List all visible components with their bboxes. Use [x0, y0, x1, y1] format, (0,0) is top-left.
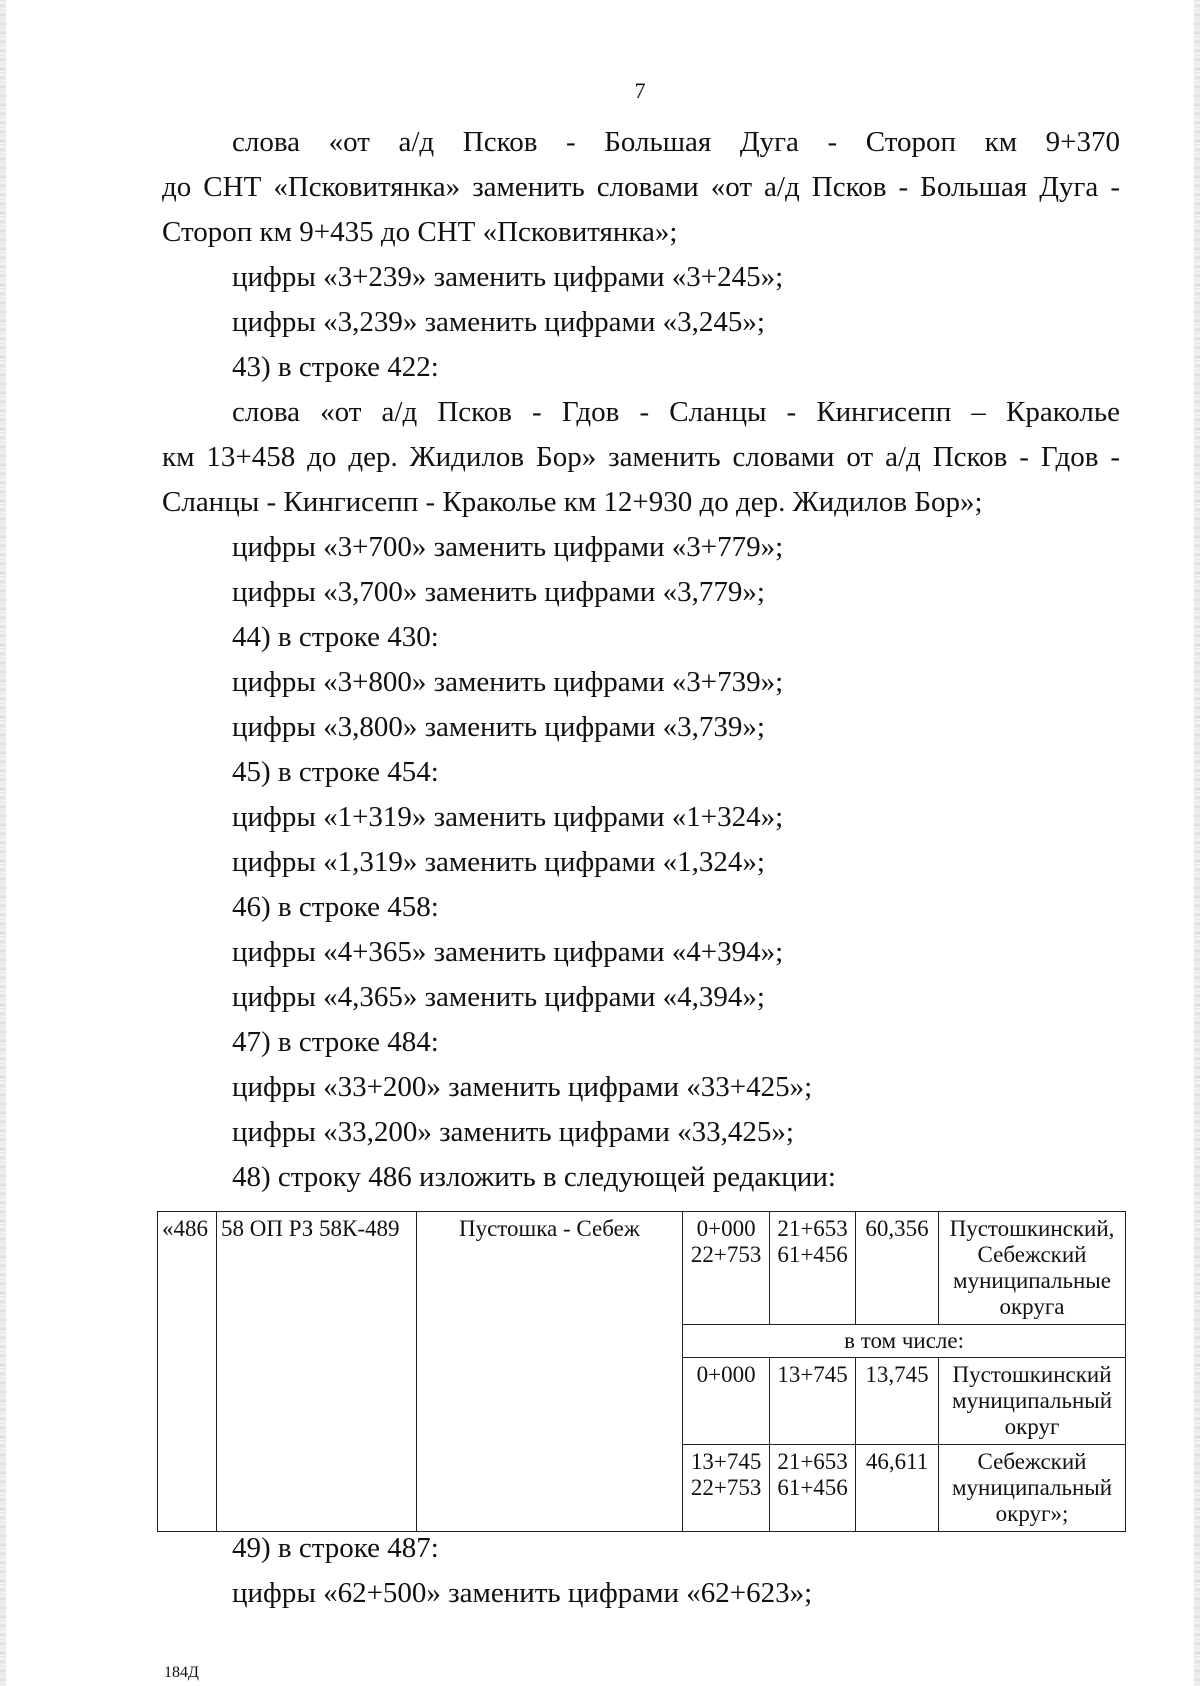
paragraph-line: Стороп км 9+435 до СНТ «Псковитянка»;	[162, 216, 678, 248]
cell-row-number: «486	[158, 1212, 217, 1532]
paragraph-line: цифры «4,365» заменить цифрами «4,394»;	[232, 981, 765, 1013]
paragraph-line: цифры «1+319» заменить цифрами «1+324»;	[232, 801, 784, 833]
cell-line: 13+745	[777, 1362, 848, 1387]
cell-line: Себежский	[977, 1449, 1087, 1474]
cell-start-km	[683, 1212, 770, 1325]
paragraph-line: цифры «3,800» заменить цифрами «3,739»;	[232, 711, 765, 743]
cell-end-km	[770, 1212, 856, 1325]
cell-length: 60,356	[856, 1212, 939, 1325]
cell-district	[939, 1445, 1126, 1532]
scan-edge-left	[0, 0, 6, 1686]
item-heading: 43) в строке 422:	[232, 351, 439, 383]
cell-line: Пустошкинский,	[949, 1216, 1115, 1241]
cell-line: округа	[999, 1294, 1065, 1319]
cell-district	[939, 1358, 1126, 1445]
paragraph-line: цифры «4+365» заменить цифрами «4+394»;	[232, 936, 784, 968]
cell-line: 13+745	[690, 1449, 762, 1474]
cell-line: Себежский	[977, 1242, 1087, 1267]
paragraph-line: Сланцы - Кингисепп - Краколье км 12+930 до дер. Жидилов Бор»;	[162, 486, 983, 518]
cell-line: Пустошкинский	[952, 1362, 1112, 1387]
cell-road-name: Пустошка - Себеж	[416, 1212, 682, 1532]
item-heading: 46) в строке 458:	[232, 891, 439, 923]
paragraph-line: слова «от а/д Псков - Большая Дуга - Стороп км 9+370	[232, 126, 1120, 158]
cell-line: 21+653	[777, 1449, 848, 1474]
paragraph-line: цифры «33+200» заменить цифрами «33+425»;	[232, 1071, 813, 1103]
after-table-text	[162, 1526, 1120, 1616]
item-heading: 49) в строке 487:	[232, 1532, 439, 1564]
page-number: 7	[634, 78, 646, 103]
item-heading: 44) в строке 430:	[232, 621, 439, 653]
cell-line: 0+000	[696, 1216, 756, 1241]
cell-length: 13,745	[856, 1358, 939, 1445]
cell-line: муниципальный	[951, 1388, 1113, 1413]
cell-line: округ»;	[995, 1501, 1069, 1526]
paragraph-line: цифры «62+500» заменить цифрами «62+623»;	[232, 1577, 813, 1609]
cell-road-id: 58 ОП РЗ 58К-489	[216, 1212, 416, 1532]
cell-line: 61+456	[777, 1242, 848, 1267]
cell-end-km	[770, 1358, 856, 1445]
item-heading: 45) в строке 454:	[232, 756, 439, 788]
cell-line: муниципальные	[953, 1268, 1111, 1293]
cell-including-label: в том числе:	[683, 1325, 1126, 1358]
cell-start-km	[683, 1358, 770, 1445]
paragraph-line: цифры «3+800» заменить цифрами «3+739»;	[232, 666, 784, 698]
cell-line: 22+753	[690, 1475, 762, 1500]
cell-line: 21+653	[777, 1216, 848, 1241]
paragraph-line: цифры «3+239» заменить цифрами «3+245»;	[232, 261, 784, 293]
scan-edge-right	[1194, 0, 1200, 1686]
paragraph-line: цифры «3,700» заменить цифрами «3,779»;	[232, 576, 765, 608]
cell-line: 61+456	[777, 1475, 848, 1500]
paragraph-line: цифры «3+700» заменить цифрами «3+779»;	[232, 531, 784, 563]
paragraph-line: до СНТ «Псковитянка» заменить словами «от а/д Псков - Большая Дуга -	[162, 171, 1120, 203]
cell-district	[939, 1212, 1126, 1325]
paragraph-line: км 13+458 до дер. Жидилов Бор» заменить словами от а/д Псков - Гдов -	[162, 441, 1120, 473]
paragraph-line: слова «от а/д Псков - Гдов - Сланцы - Кингисепп – Краколье	[232, 396, 1120, 428]
cell-start-km	[683, 1445, 770, 1532]
cell-line: муниципальный	[951, 1475, 1113, 1500]
cell-end-km	[770, 1445, 856, 1532]
cell-line: 0+000	[696, 1362, 756, 1387]
item-heading: 48) строку 486 изложить в следующей редакции:	[232, 1161, 836, 1193]
paragraph-line: цифры «3,239» заменить цифрами «3,245»;	[232, 306, 765, 338]
table-row	[158, 1212, 1126, 1325]
document-code: 184Д	[164, 1664, 199, 1681]
item-heading: 47) в строке 484:	[232, 1026, 439, 1058]
body-text	[162, 120, 1120, 1200]
paragraph-line: цифры «1,319» заменить цифрами «1,324»;	[232, 846, 765, 878]
road-amendment-table	[157, 1211, 1126, 1532]
paragraph-line: цифры «33,200» заменить цифрами «33,425»;	[232, 1116, 794, 1148]
cell-length: 46,611	[856, 1445, 939, 1532]
cell-line: округ	[1004, 1414, 1060, 1439]
cell-line: 22+753	[690, 1242, 762, 1267]
